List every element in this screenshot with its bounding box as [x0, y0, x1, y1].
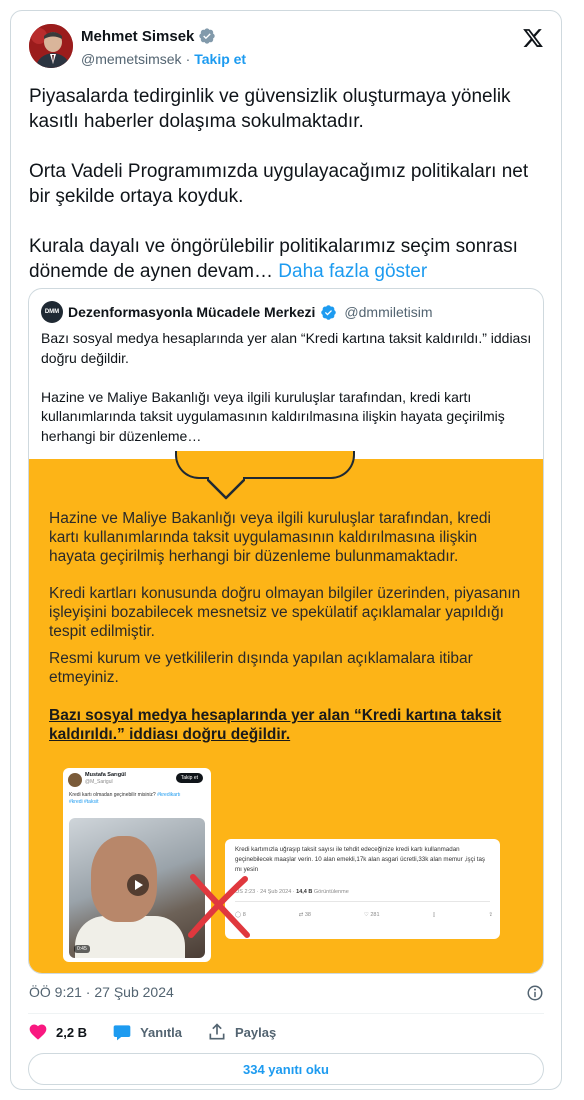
embedded-reply-views: 14,4 B	[296, 889, 313, 895]
quoted-tweet-image[interactable]	[29, 459, 544, 974]
author-handle-row	[81, 51, 246, 67]
reply-label: Yanıtla	[140, 1024, 182, 1040]
author-handle[interactable]: @memetsimsek	[81, 51, 182, 67]
image-paragraph-2: Kredi kartları konusunda doğru olmayan bilgiler üzerinden, piyasanın işleyişini bozabilecek mesnetsiz ve spekülatif açıklamalar yapıldığı tespit edilmiştir.	[49, 585, 521, 640]
author-name-row	[81, 27, 216, 45]
embedded-hashtag: #kredikartı	[157, 792, 181, 798]
quoted-tweet-header	[41, 301, 433, 323]
image-paragraph-3: Resmi kurum ve yetkililerin dışında yapılan açıklamalara itibar etmeyiniz.	[49, 650, 473, 686]
embedded-reply-time: ÖS 2:23 · 24 Şub 2024 ·	[235, 889, 297, 895]
image-bold-statement: Bazı sosyal medya hesaplarında yer alan “Kredi kartına taksit kaldırıldı.” iddiası doğru değildir.	[49, 707, 502, 743]
share-button[interactable]	[207, 1022, 276, 1042]
separator-dot: ·	[185, 51, 191, 67]
author-avatar[interactable]	[29, 24, 73, 68]
embedded-reply-views-label: Görüntülenme	[312, 889, 349, 895]
embedded-likes-value: 281	[370, 912, 380, 918]
embedded-bookmark-icon: ▯	[432, 912, 436, 918]
quoted-avatar: DMM	[41, 301, 63, 323]
quoted-author-handle: @dmmiletisim	[344, 304, 433, 320]
embedded-author-handle: @M_Sarigul	[85, 779, 113, 785]
embedded-author-name: Mustafa Sarıgül	[85, 772, 126, 778]
embedded-replies-value: 8	[242, 912, 246, 918]
embedded-follow-badge: Takip et	[176, 773, 203, 783]
quoted-tweet-text: Bazı sosyal medya hesaplarında yer alan “Kredi kartına taksit kaldırıldı.” iddiası doğru değildir. Hazine ve Maliye Bakanlığı veya ilgili kuruluşlar tarafından, kredi kartı kullanımlarında taksit uygulamasının kaldırılmasına ilişkin hayata geçirilmiş herhangi bir düzenleme…	[41, 330, 532, 444]
share-icon	[207, 1022, 227, 1042]
info-icon[interactable]	[526, 984, 544, 1002]
embedded-reply-text: Kredi kartımızla uğraşıp taksit sayısı ile tehdit edeceğinize kredi kartı kullanmadan geçinebilecek maaşlar verin. 10 alan emekli,17k alan asgari ücretli,33k alan memur ,işçi taş mı yesin	[235, 846, 486, 873]
embedded-like-count: ♡ 281	[363, 912, 380, 918]
show-more-link[interactable]: Daha fazla göster	[278, 261, 428, 282]
red-cross-icon	[185, 871, 253, 941]
embedded-share-icon: ⇪	[488, 912, 493, 918]
footer-divider	[28, 1013, 544, 1014]
like-count: 2,2 B	[56, 1024, 88, 1040]
embedded-tweet-body: Kredi kartı olmadan geçinebilir misiniz?	[69, 792, 156, 798]
follow-button[interactable]: Takip et	[194, 51, 247, 67]
embedded-reply-screenshot	[225, 839, 500, 939]
heart-icon	[28, 1022, 48, 1042]
author-name[interactable]: Mehmet Simsek	[81, 27, 195, 45]
video-duration: 0:45	[74, 945, 90, 953]
tweet-body: Piyasalarda tedirginlik ve güvensizlik oluşturmaya yönelik kasıtlı haberler dolaşıma sokulmaktadır. Orta Vadeli Programımızda uygulayacağımız politikaları net bir şekilde ortaya koyduk. Kurala dayalı ve öngörülebilir politikalarımız seçim sonrası dönemde de aynen devam…	[29, 86, 529, 282]
embedded-avatar	[68, 773, 82, 787]
action-bar	[28, 1022, 276, 1042]
verified-badge-icon	[320, 304, 337, 321]
verified-badge-icon	[198, 27, 216, 45]
quoted-tweet[interactable]	[28, 288, 544, 974]
speech-bubble	[175, 451, 355, 479]
x-logo-icon[interactable]	[522, 27, 544, 49]
embedded-retweet-count: ⇄ 38	[298, 912, 311, 918]
play-icon	[127, 874, 149, 896]
quoted-author-name: Dezenformasyonla Mücadele Merkezi	[68, 304, 316, 320]
speech-bubble-tail	[207, 476, 245, 500]
image-paragraph-1: Hazine ve Maliye Bakanlığı veya ilgili kuruluşlar tarafından, kredi kartı kullanımlarında taksit uygulamasının kaldırılmasına ilişkin hayata geçirilmiş herhangi bir düzenleme bulunmamaktadır.	[49, 510, 491, 565]
share-label: Paylaş	[235, 1024, 277, 1040]
read-replies-button[interactable]: 334 yanıtı oku	[28, 1053, 544, 1085]
embedded-reply-count: ◯ 8	[235, 912, 246, 918]
reply-bubble-icon	[112, 1022, 132, 1042]
tweet-text	[29, 84, 549, 284]
embedded-divider	[235, 901, 490, 902]
embedded-hashtags: #kredi #taksit	[69, 799, 99, 805]
like-button[interactable]	[28, 1022, 87, 1042]
embedded-reply-actions	[235, 912, 493, 918]
tweet-timestamp[interactable]: ÖÖ 9:21 · 27 Şub 2024	[29, 984, 174, 1000]
video-person-shirt	[75, 916, 185, 958]
reply-button[interactable]	[112, 1022, 182, 1042]
embedded-retweets-value: 38	[304, 912, 311, 918]
